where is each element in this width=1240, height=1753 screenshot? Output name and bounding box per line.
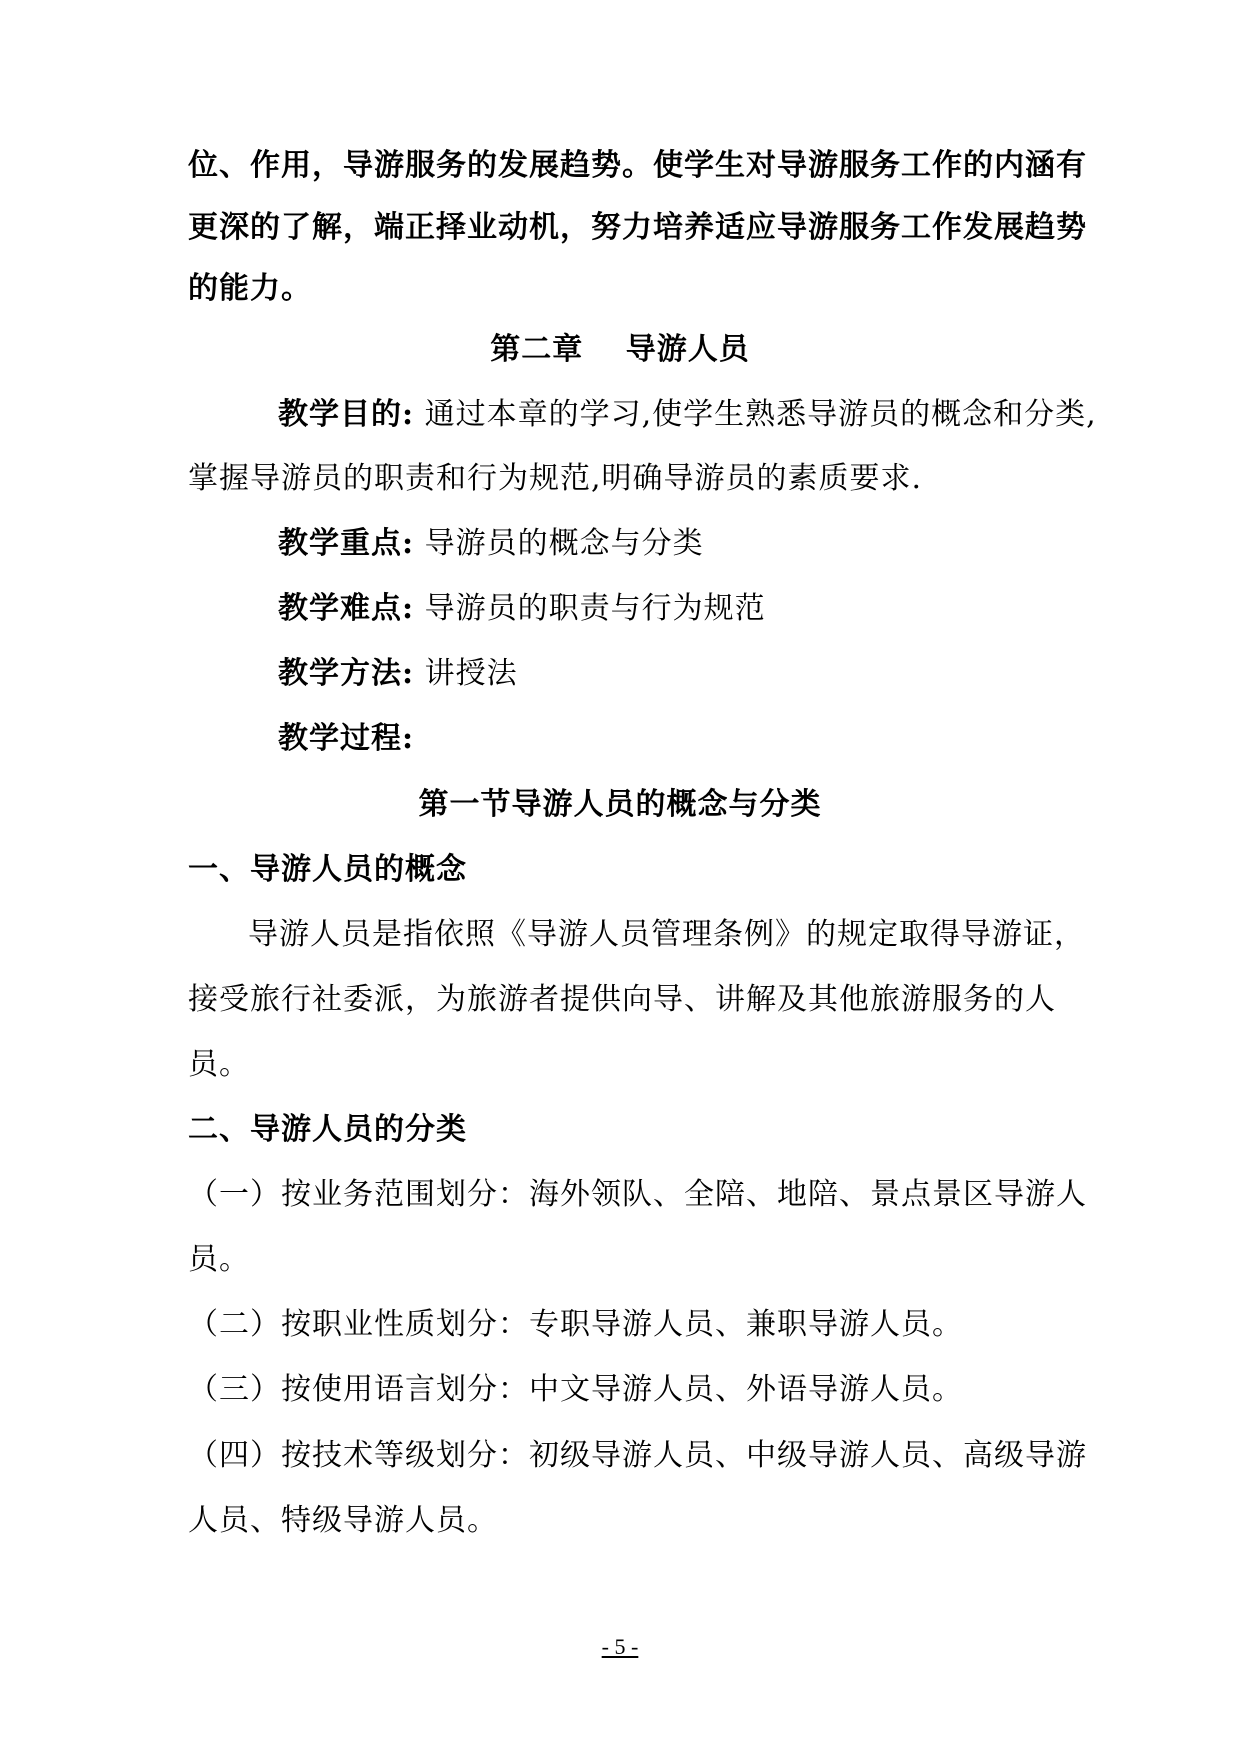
classification-item-1-line-2: 员。 xyxy=(188,1242,250,1277)
teaching-focus-label: 教学重点: xyxy=(278,526,415,561)
classification-item-2: （二）按职业性质划分：专职导游人员、兼职导游人员。 xyxy=(188,1307,963,1342)
teaching-goal-label: 教学目的: xyxy=(278,397,415,432)
chapter-title: 第二章 导游人员 xyxy=(490,332,750,367)
teaching-goal xyxy=(278,395,1097,435)
concept-line-1: 导游人员是指依照《导游人员管理条例》的规定取得导游证， xyxy=(248,917,1085,952)
page-footer xyxy=(0,1632,1240,1662)
classification-item-4-line-2: 人员、特级导游人员。 xyxy=(188,1503,498,1538)
classification-item-1-line-1: （一）按业务范围划分：海外领队、全陪、地陪、景点景区导游人 xyxy=(188,1177,1087,1212)
intro-line-3: 的能力。 xyxy=(188,271,312,306)
teaching-method-text: 讲授法 xyxy=(414,656,518,691)
intro-line-1: 位、作用，导游服务的发展趋势。使学生对导游服务工作的内涵有 xyxy=(188,148,1087,183)
teaching-focus-text: 导游员的概念与分类 xyxy=(414,526,704,561)
teaching-goal-text-1: 通过本章的学习,使学生熟悉导游员的概念和分类, xyxy=(414,397,1097,432)
teaching-difficulty-text: 导游员的职责与行为规范 xyxy=(414,591,766,626)
classification-item-3: （三）按使用语言划分：中文导游人员、外语导游人员。 xyxy=(188,1372,963,1407)
teaching-goal-text-2: 掌握导游员的职责和行为规范,明确导游员的素质要求. xyxy=(188,461,923,496)
teaching-method-label: 教学方法: xyxy=(278,656,415,691)
teaching-difficulty xyxy=(278,589,766,629)
concept-line-2: 接受旅行社委派，为旅游者提供向导、讲解及其他旅游服务的人 xyxy=(188,982,1056,1017)
classification-item-4-line-1: （四）按技术等级划分：初级导游人员、中级导游人员、高级导游 xyxy=(188,1438,1087,1473)
teaching-method xyxy=(278,654,518,694)
teaching-process-label: 教学过程: xyxy=(278,721,415,756)
concept-heading: 一、导游人员的概念 xyxy=(188,852,467,887)
section-title: 第一节导游人员的概念与分类 xyxy=(418,787,822,822)
concept-line-3: 员。 xyxy=(188,1047,250,1082)
teaching-difficulty-label: 教学难点: xyxy=(278,591,415,626)
teaching-focus xyxy=(278,524,704,564)
classification-heading: 二、导游人员的分类 xyxy=(188,1112,467,1147)
page-number: - 5 - xyxy=(601,1634,639,1659)
intro-line-2: 更深的了解，端正择业动机，努力培养适应导游服务工作发展趋势 xyxy=(188,210,1087,245)
